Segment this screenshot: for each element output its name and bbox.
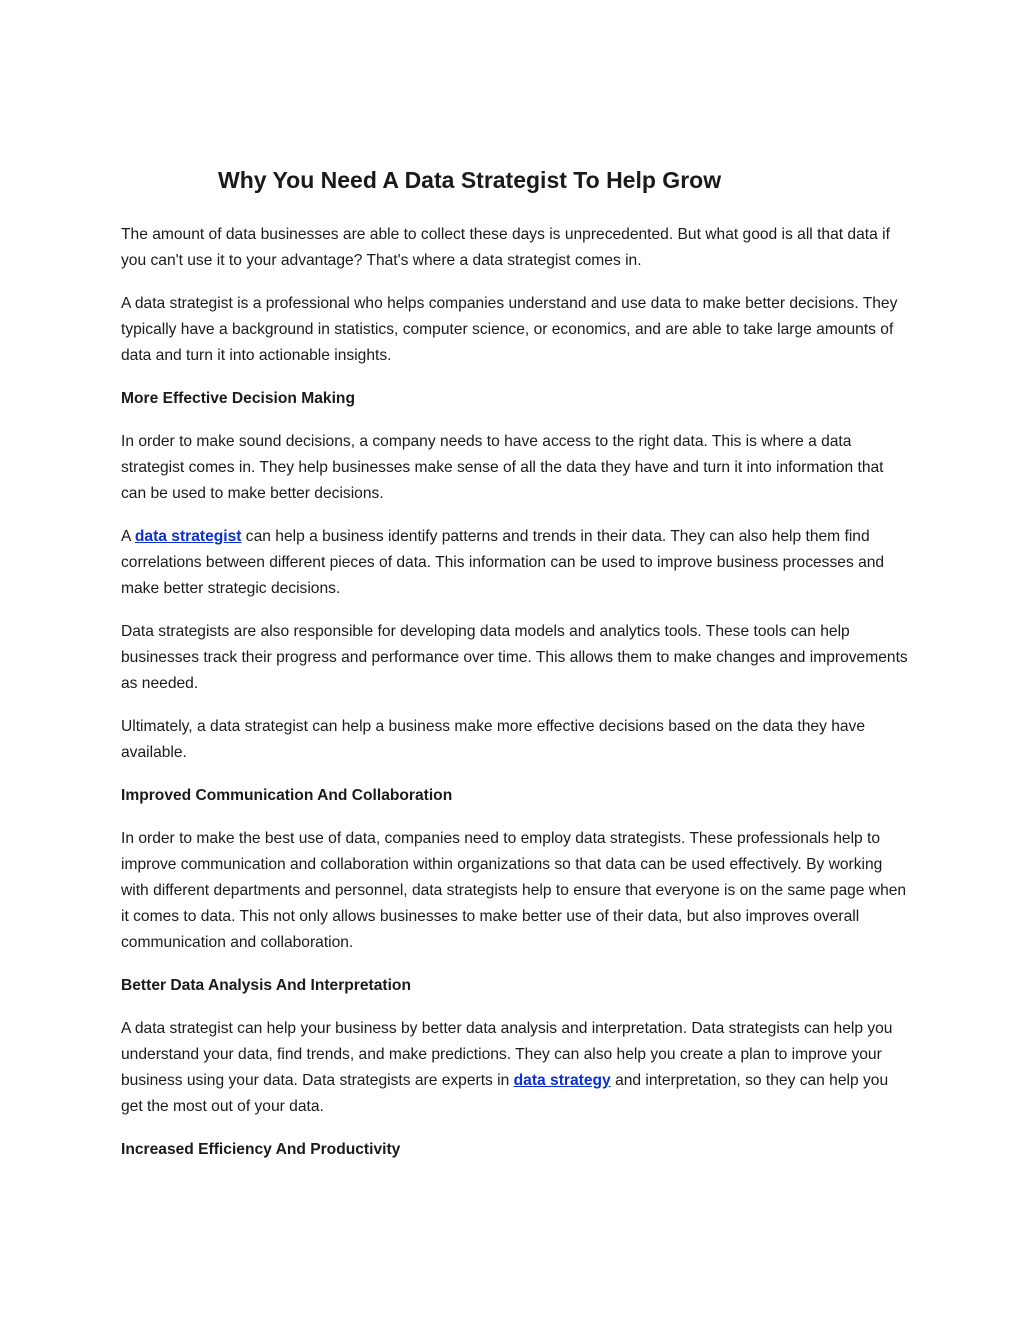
decision-paragraph-4: Ultimately, a data strategist can help a business make more effective decisions based on the data they have available. xyxy=(121,718,866,761)
text-span: and interpretation, so they can help you get the most out of your data. xyxy=(121,1072,889,1115)
section-heading-analysis: Better Data Analysis And Interpretation xyxy=(121,977,411,994)
section-heading-decision-making: More Effective Decision Making xyxy=(121,390,355,407)
text-span: can help a business identify patterns and trends in their data. They can also help them find correlations between different pieces of data. This information can be used to improve business processes and make better strategic decisions. xyxy=(121,528,885,597)
communication-paragraph-1: In order to make the best use of data, companies need to employ data strategists. These professionals help to improve communication and collaboration within organizations so that data can be used effectively. By working with different departments and personnel, data strategists help to ensure that everyone is on the same page when it comes to data. This not only allows businesses to make better use of their data, but also improves overall communication and collaboration. xyxy=(121,830,907,951)
intro-paragraph-2: A data strategist is a professional who helps companies understand and use data to make better decisions. They typically have a background in statistics, computer science, or economics, and are able to take large amounts of data and turn it into actionable insights. xyxy=(121,295,898,364)
decision-paragraph-3: Data strategists are also responsible for developing data models and analytics tools. These tools can help businesses track their progress and performance over time. This allows them to make changes and improvements as needed. xyxy=(121,623,908,692)
text-span: A data strategist can help your business by better data analysis and interpretation. Data strategists can help you understand your data, find trends, and make predictions. They can also help you create a plan to improve your business using your data. Data strategists are experts in xyxy=(121,1020,893,1089)
text-span: A xyxy=(121,528,135,545)
document-page xyxy=(121,160,911,1180)
decision-paragraph-1: In order to make sound decisions, a company needs to have access to the right data. This is where a data strategist comes in. They help businesses make sense of all the data they have and turn it into information that can be used to make better decisions. xyxy=(121,433,884,502)
data-strategist-link[interactable]: data strategist xyxy=(134,528,242,545)
section-heading-communication: Improved Communication And Collaboration xyxy=(121,787,453,804)
page-title: Why You Need A Data Strategist To Help Grow xyxy=(218,167,722,193)
section-heading-efficiency: Increased Efficiency And Productivity xyxy=(121,1141,401,1158)
intro-paragraph-1: The amount of data businesses are able to collect these days is unprecedented. But what good is all that data if you can't use it to your advantage? That's where a data strategist comes in. xyxy=(121,226,890,269)
analysis-paragraph-1 xyxy=(121,1016,911,1120)
data-strategy-link[interactable]: data strategy xyxy=(513,1072,611,1089)
decision-paragraph-2 xyxy=(121,524,911,602)
